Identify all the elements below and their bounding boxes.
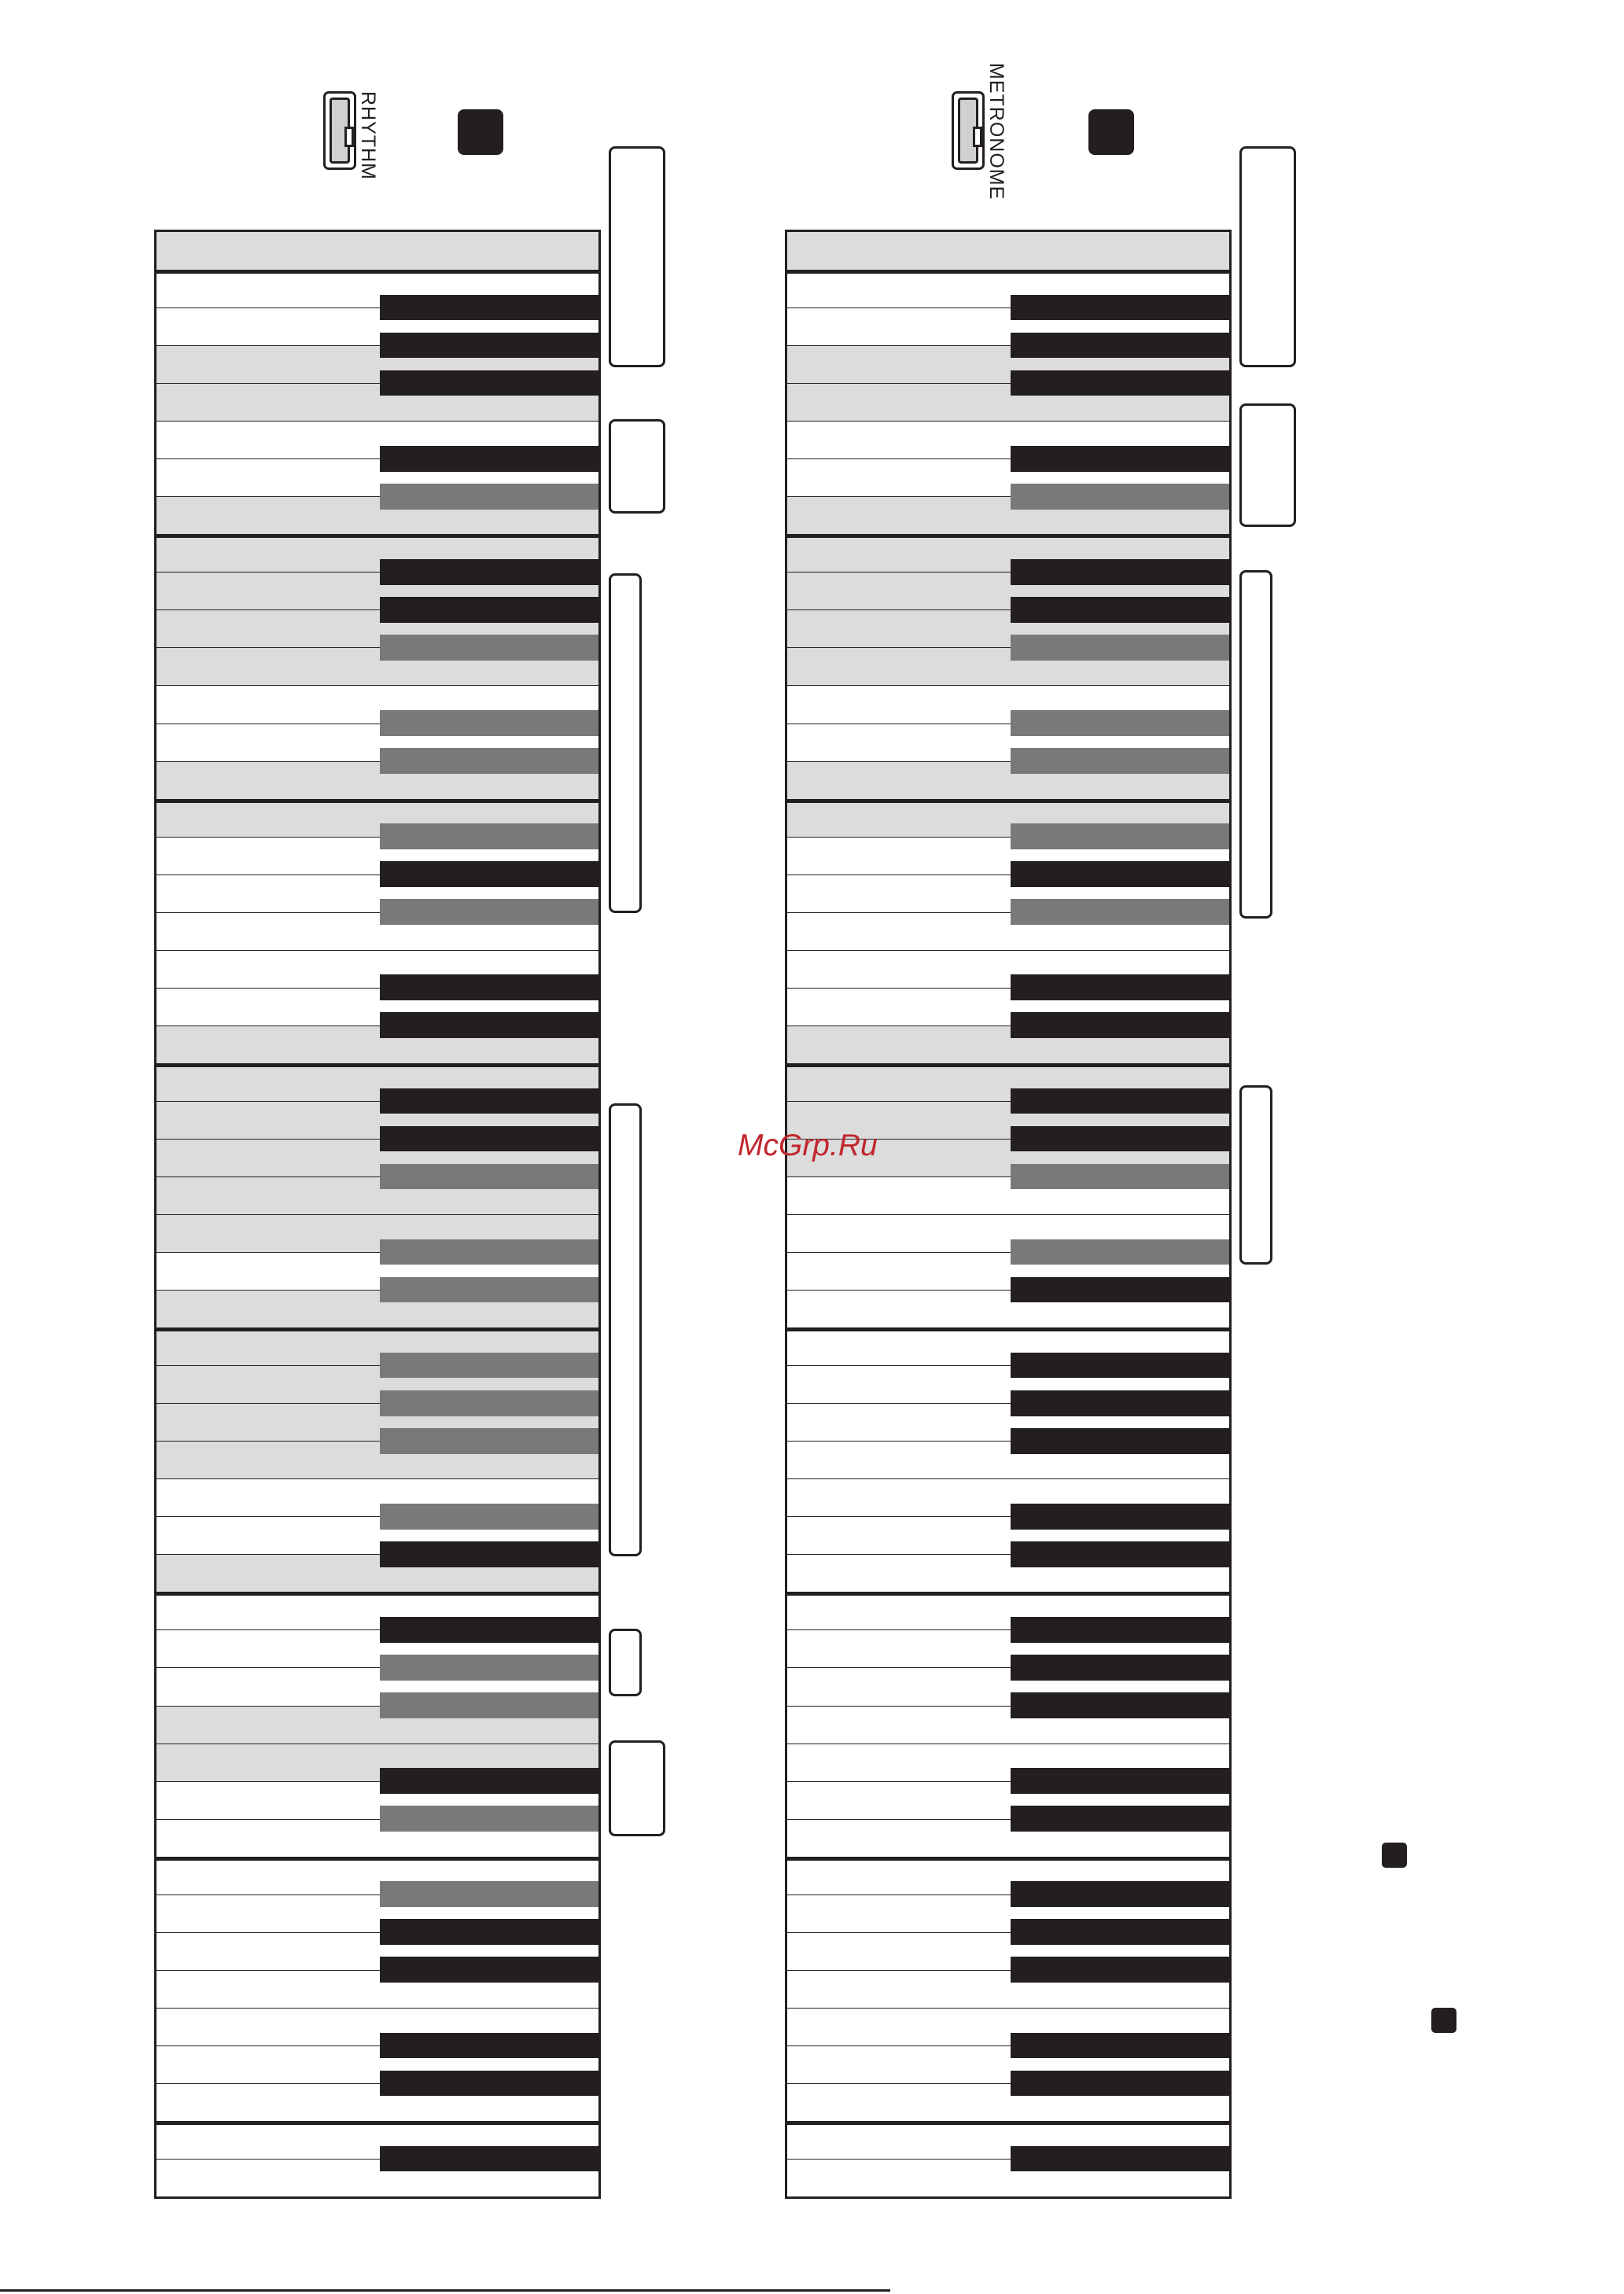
rhythm-switch[interactable] — [323, 91, 356, 170]
white-key — [157, 232, 598, 270]
black-key — [1011, 2146, 1229, 2172]
black-key — [380, 559, 598, 585]
metronome-switch-knob — [973, 127, 982, 147]
black-key — [380, 446, 598, 472]
black-key — [380, 899, 598, 925]
black-key — [1011, 1617, 1229, 1643]
bracket-left-2 — [609, 419, 665, 514]
metronome-label: METRONOME — [985, 63, 1007, 201]
black-key — [1011, 1164, 1229, 1190]
black-key — [1011, 559, 1229, 585]
black-key — [380, 1277, 598, 1303]
black-key — [1011, 1504, 1229, 1530]
black-key — [1011, 1881, 1229, 1907]
black-key — [1011, 1277, 1229, 1303]
black-key — [1011, 484, 1229, 510]
black-key — [1011, 1919, 1229, 1945]
black-key — [1011, 1692, 1229, 1718]
black-key — [1011, 1428, 1229, 1454]
black-key — [1011, 1239, 1229, 1265]
black-key — [380, 1164, 598, 1190]
black-key — [380, 1541, 598, 1567]
watermark: McGrp.Ru — [738, 1129, 878, 1162]
black-key — [380, 1239, 598, 1265]
bracket-left-1 — [609, 146, 665, 367]
black-key — [380, 1768, 598, 1794]
black-key — [380, 1504, 598, 1530]
black-key — [1011, 974, 1229, 1000]
black-key — [380, 1088, 598, 1114]
black-key — [1011, 861, 1229, 887]
rhythm-button[interactable] — [458, 109, 503, 155]
rhythm-switch-slot — [330, 98, 350, 164]
black-key — [1011, 333, 1229, 359]
bracket-right-1 — [1239, 146, 1296, 367]
black-key — [380, 823, 598, 849]
black-key — [380, 1012, 598, 1038]
black-key — [380, 333, 598, 359]
metronome-button[interactable] — [1088, 109, 1134, 155]
black-key — [1011, 823, 1229, 849]
black-key — [380, 974, 598, 1000]
black-key — [380, 1692, 598, 1718]
black-key — [380, 1126, 598, 1152]
bracket-right-4 — [1239, 1085, 1272, 1265]
black-key — [380, 861, 598, 887]
black-key — [1011, 1806, 1229, 1832]
black-key — [380, 1428, 598, 1454]
bracket-right-3 — [1239, 570, 1272, 919]
black-key — [380, 1957, 598, 1983]
black-key — [380, 1919, 598, 1945]
black-key — [380, 748, 598, 774]
black-key — [1011, 1957, 1229, 1983]
black-key — [380, 1390, 598, 1416]
black-key — [380, 2071, 598, 2097]
bracket-left-4 — [609, 1103, 642, 1556]
bracket-left-5 — [609, 1629, 642, 1696]
black-key — [380, 1881, 598, 1907]
black-key — [380, 1353, 598, 1379]
black-key — [380, 1655, 598, 1681]
black-key — [380, 370, 598, 396]
black-key — [1011, 2033, 1229, 2059]
black-key — [1011, 446, 1229, 472]
rhythm-label: RHYTHM — [357, 91, 379, 180]
black-key — [1011, 899, 1229, 925]
black-key — [380, 1617, 598, 1643]
black-key — [1011, 1012, 1229, 1038]
white-key — [787, 232, 1229, 270]
rhythm-switch-knob — [344, 127, 354, 147]
black-key — [1011, 2071, 1229, 2097]
black-key — [1011, 295, 1229, 321]
marker-square-2 — [1431, 2008, 1456, 2033]
black-key — [380, 710, 598, 736]
black-key — [1011, 1390, 1229, 1416]
black-key — [1011, 1353, 1229, 1379]
bracket-left-3 — [609, 573, 642, 913]
black-key — [1011, 635, 1229, 661]
metronome-switch[interactable] — [952, 91, 985, 170]
bracket-left-6 — [609, 1740, 665, 1836]
black-key — [1011, 370, 1229, 396]
black-key — [1011, 748, 1229, 774]
black-key — [380, 597, 598, 623]
black-key — [1011, 1126, 1229, 1152]
black-key — [1011, 1541, 1229, 1567]
black-key — [380, 2033, 598, 2059]
footer-line — [0, 2289, 890, 2292]
rhythm-keyboard — [154, 230, 601, 2199]
black-key — [380, 1806, 598, 1832]
bracket-right-2 — [1239, 403, 1296, 527]
black-key — [380, 635, 598, 661]
metronome-keyboard — [785, 230, 1232, 2199]
metronome-switch-slot — [958, 98, 978, 164]
black-key — [380, 295, 598, 321]
black-key — [1011, 1768, 1229, 1794]
marker-square-1 — [1382, 1843, 1407, 1868]
black-key — [380, 2146, 598, 2172]
black-key — [1011, 1088, 1229, 1114]
black-key — [1011, 597, 1229, 623]
black-key — [1011, 1655, 1229, 1681]
black-key — [380, 484, 598, 510]
black-key — [1011, 710, 1229, 736]
